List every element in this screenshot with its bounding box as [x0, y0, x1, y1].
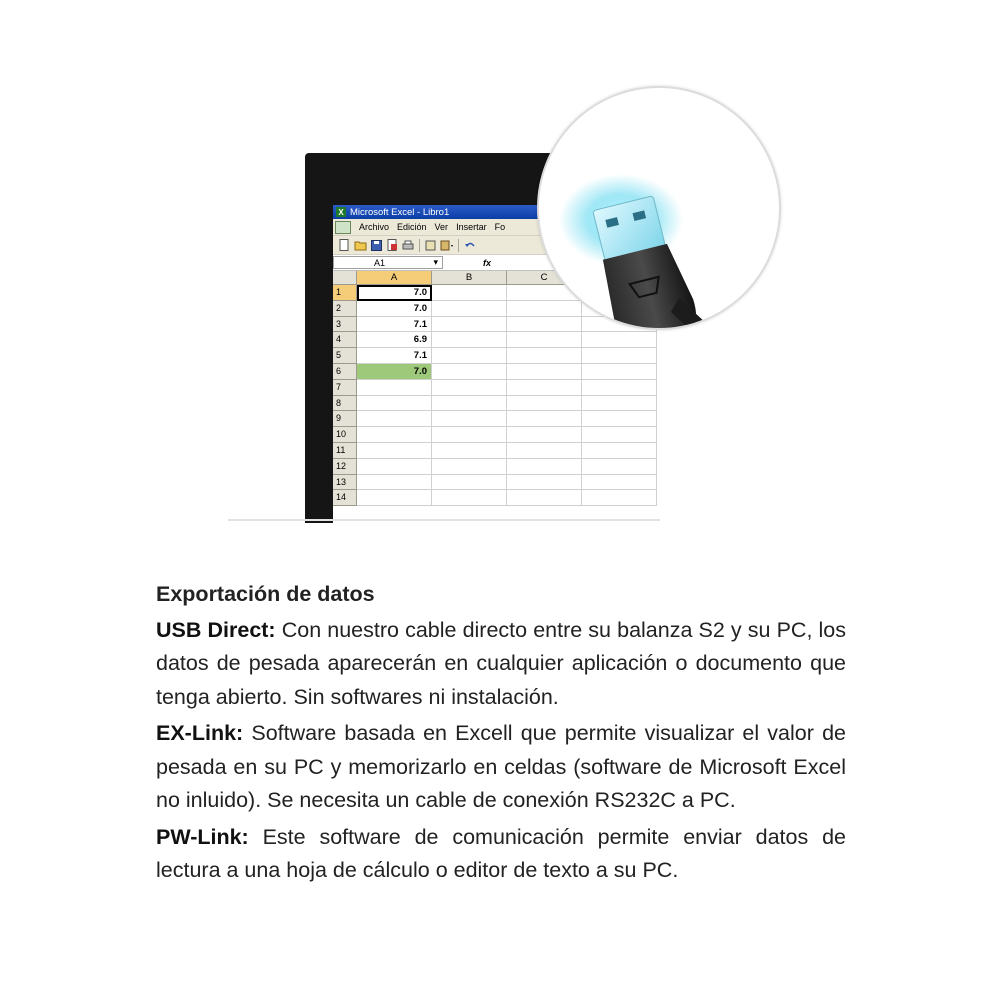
- pw-link-text: Este software de comunicación permite enviar datos de lectura a una hoja de cálculo o editor de texto a su PC.: [156, 824, 846, 882]
- toolbar-separator: [458, 239, 459, 252]
- cell[interactable]: [582, 443, 657, 459]
- cell[interactable]: [507, 396, 582, 412]
- table-row: [333, 411, 685, 427]
- cell-a[interactable]: [357, 396, 432, 412]
- cell[interactable]: [432, 490, 507, 506]
- cell[interactable]: [507, 411, 582, 427]
- ex-link-paragraph: [156, 717, 846, 818]
- cell[interactable]: [582, 490, 657, 506]
- menu-item-edicion[interactable]: Edición: [397, 222, 427, 232]
- menu-item-ver[interactable]: Ver: [434, 222, 449, 232]
- cell-a[interactable]: 7.1: [357, 317, 432, 333]
- cell[interactable]: [507, 427, 582, 443]
- data-export-description: [156, 578, 846, 891]
- cell[interactable]: [432, 380, 507, 396]
- table-row: [333, 427, 685, 443]
- menu-item-formato[interactable]: Fo: [494, 222, 506, 232]
- row-header[interactable]: 2: [333, 301, 357, 317]
- row-header[interactable]: 10: [333, 427, 357, 443]
- cell[interactable]: [507, 490, 582, 506]
- row-header[interactable]: 1: [333, 285, 357, 301]
- function-icon[interactable]: fx: [483, 257, 492, 268]
- cell[interactable]: [432, 348, 507, 364]
- column-header-b[interactable]: B: [432, 271, 507, 285]
- cell[interactable]: [582, 364, 657, 380]
- table-row: [333, 396, 685, 412]
- cell[interactable]: [582, 348, 657, 364]
- table-row: [333, 475, 685, 491]
- select-all-corner[interactable]: [333, 271, 357, 285]
- cell[interactable]: [432, 475, 507, 491]
- cell[interactable]: [582, 380, 657, 396]
- name-box[interactable]: [333, 256, 443, 269]
- row-header[interactable]: 7: [333, 380, 357, 396]
- table-row: [333, 380, 685, 396]
- row-header[interactable]: 8: [333, 396, 357, 412]
- menu-item-archivo[interactable]: Archivo: [359, 222, 390, 232]
- column-header-c[interactable]: C: [507, 271, 582, 285]
- cell[interactable]: [507, 301, 582, 317]
- paste-icon[interactable]: [440, 239, 454, 252]
- row-header[interactable]: 12: [333, 459, 357, 475]
- toolbar-separator: [419, 239, 420, 252]
- pw-link-paragraph: [156, 821, 846, 888]
- permission-icon[interactable]: [385, 239, 399, 252]
- baseline-divider: [228, 519, 660, 521]
- cell[interactable]: [432, 443, 507, 459]
- ex-link-term: EX-Link:: [156, 721, 244, 745]
- cell[interactable]: [507, 443, 582, 459]
- row-header[interactable]: 4: [333, 332, 357, 348]
- row-header[interactable]: 5: [333, 348, 357, 364]
- cell-a[interactable]: 7.0: [357, 301, 432, 317]
- cell[interactable]: [507, 459, 582, 475]
- usb-plug-illustration: [539, 88, 779, 328]
- undo-icon[interactable]: [463, 239, 477, 252]
- cell[interactable]: [582, 332, 657, 348]
- cell-a[interactable]: [357, 490, 432, 506]
- cell[interactable]: [432, 364, 507, 380]
- menu-item-insertar[interactable]: Insertar: [456, 222, 487, 232]
- cell[interactable]: [432, 301, 507, 317]
- excel-logo-icon: X: [336, 207, 346, 217]
- research-icon[interactable]: [424, 239, 438, 252]
- cell-a[interactable]: 6.9: [357, 332, 432, 348]
- cell[interactable]: [507, 364, 582, 380]
- table-row: [333, 364, 685, 380]
- column-header-a[interactable]: A: [357, 271, 432, 285]
- cell-a[interactable]: [357, 427, 432, 443]
- cell[interactable]: [507, 348, 582, 364]
- cell[interactable]: [582, 396, 657, 412]
- cell[interactable]: [432, 427, 507, 443]
- chevron-down-icon[interactable]: ▾: [433, 257, 438, 267]
- ex-link-text: Software basada en Excell que permite visualizar el valor de pesada en su PC y memorizarlo en celdas (software de Microsoft Excel no inluido). Se necesita un cable de conexión RS232C a PC.: [156, 721, 846, 812]
- usb-direct-paragraph: [156, 614, 846, 715]
- cell-a[interactable]: 7.1: [357, 348, 432, 364]
- row-header[interactable]: 14: [333, 490, 357, 506]
- cell[interactable]: [582, 459, 657, 475]
- cell-a[interactable]: 7.0: [357, 364, 432, 380]
- cell-a[interactable]: [357, 475, 432, 491]
- cell-a[interactable]: [357, 459, 432, 475]
- usb-direct-text: Con nuestro cable directo entre su balanza S2 y su PC, los datos de pesada aparecerán en cualquier aplicación o documento que tenga abierto. Sin softwares ni instalación.: [156, 617, 847, 709]
- print-icon[interactable]: [401, 239, 415, 252]
- section-heading: Exportación de datos: [156, 582, 375, 606]
- cell[interactable]: [432, 285, 507, 301]
- cell[interactable]: [432, 396, 507, 412]
- cell-a[interactable]: 7.0: [357, 285, 432, 301]
- row-header[interactable]: 6: [333, 364, 357, 380]
- row-header[interactable]: 3: [333, 317, 357, 333]
- cell[interactable]: [507, 317, 582, 333]
- table-row: [333, 348, 685, 364]
- name-box-value: A1: [374, 257, 386, 268]
- cell[interactable]: [432, 459, 507, 475]
- table-row: [333, 443, 685, 459]
- table-row: [333, 459, 685, 475]
- cell-a[interactable]: [357, 443, 432, 459]
- usb-magnifier-circle: [537, 86, 781, 330]
- cell-a[interactable]: [357, 411, 432, 427]
- pw-link-term: PW-Link:: [156, 824, 249, 849]
- row-header[interactable]: 9: [333, 411, 357, 427]
- cell[interactable]: [582, 411, 657, 427]
- cell[interactable]: [432, 332, 507, 348]
- cell[interactable]: [432, 411, 507, 427]
- save-icon[interactable]: [369, 239, 383, 252]
- row-header[interactable]: 11: [333, 443, 357, 459]
- cell[interactable]: [507, 332, 582, 348]
- usb-direct-term: USB Direct:: [156, 617, 276, 642]
- cell-a[interactable]: [357, 380, 432, 396]
- cell[interactable]: [507, 475, 582, 491]
- workbook-icon: [335, 221, 351, 234]
- open-folder-icon[interactable]: [353, 239, 367, 252]
- row-header[interactable]: 13: [333, 475, 357, 491]
- cell[interactable]: [582, 475, 657, 491]
- excel-window-title: Microsoft Excel - Libro1: [350, 206, 450, 218]
- new-file-icon[interactable]: [337, 239, 351, 252]
- table-row: [333, 332, 685, 348]
- cell[interactable]: [582, 427, 657, 443]
- cell[interactable]: [507, 380, 582, 396]
- cell[interactable]: [432, 317, 507, 333]
- table-row: [333, 490, 685, 506]
